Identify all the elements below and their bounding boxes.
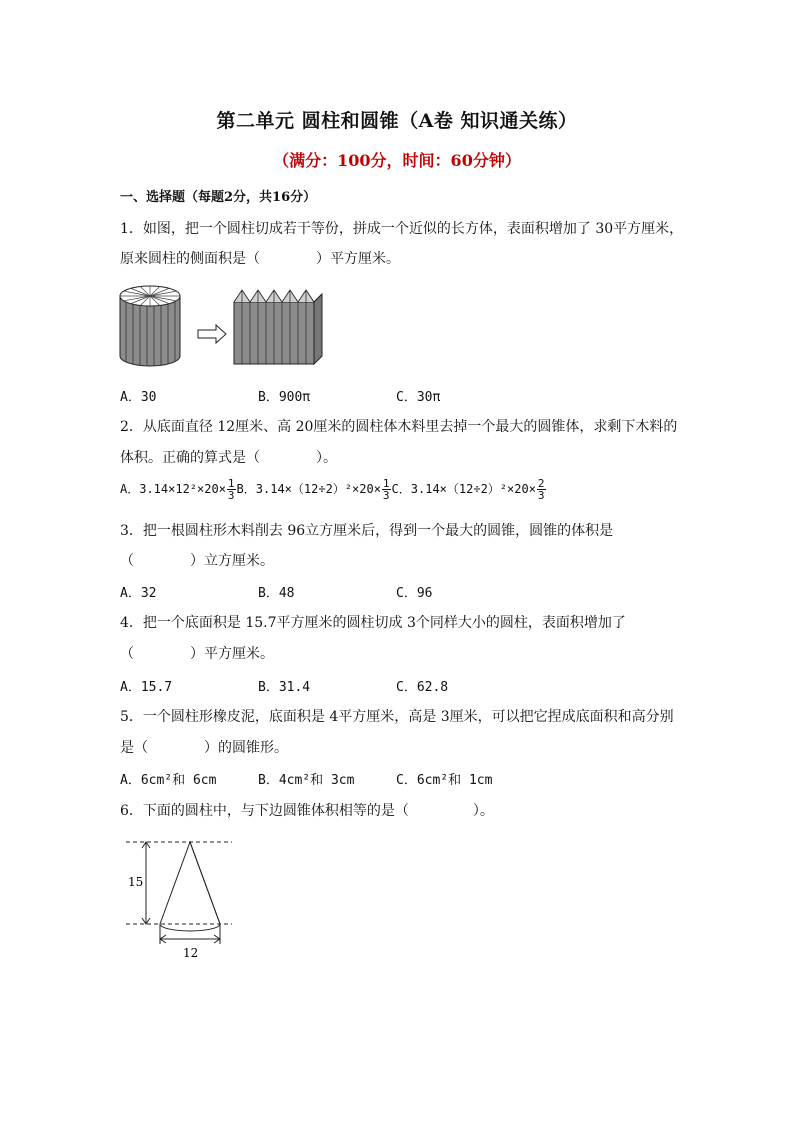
q5-text-line2-start: 是（ — [120, 740, 148, 756]
q2-text-line1: 2．从底面直径 12厘米、高 20厘米的圆柱体木料里去掉一个最大的圆锥体，求剩下木料的 — [120, 419, 678, 435]
fraction-denominator: 3 — [227, 489, 235, 502]
q3-option-c[interactable]: C．96 — [396, 586, 433, 601]
q3-option-a[interactable]: A．32 — [120, 586, 157, 601]
q2-text-line2 — [120, 447, 337, 467]
q1-text-line2-end: ）平方厘米。 — [316, 251, 400, 267]
q3-options — [120, 582, 432, 601]
q1-cylinder-to-cuboid-figure — [118, 272, 328, 372]
q4-text-line2 — [120, 643, 274, 663]
fraction-numerator: 1 — [227, 477, 235, 490]
q2-text-line2-start: 体积。正确的算式是（ — [120, 450, 260, 466]
q3-text-line2-start: （ — [120, 553, 134, 569]
transform-arrow-icon — [198, 325, 226, 343]
q2-options — [120, 478, 547, 501]
q1-option-c[interactable]: C．30π — [396, 390, 441, 405]
q1-option-a[interactable]: A．30 — [120, 390, 157, 405]
q5-option-a[interactable]: A．6cm²和 6cm — [120, 773, 217, 788]
q3-text-line2 — [120, 550, 274, 570]
q2-option-a-text: A．3.14×12²×20× — [120, 482, 226, 496]
q4-option-c[interactable]: C．62.8 — [396, 680, 449, 695]
cone-right-edge — [190, 842, 220, 924]
q3-text-line1: 3．把一根圆柱形木料削去 96立方厘米后，得到一个最大的圆锥，圆锥的体积是 — [120, 523, 614, 539]
q6-text-line1-start: 6．下面的圆柱中，与下边圆锥体积相等的是（ — [120, 803, 409, 819]
q5-text-line2 — [120, 737, 288, 757]
q1-text-line1: 1．如图，把一个圆柱切成若干等份，拼成一个近似的长方体，表面积增加了 30平方厘米， — [120, 221, 684, 237]
q2-option-b-text: B．3.14×（12÷2）²×20× — [236, 482, 381, 496]
q4-text-line2-start: （ — [120, 646, 134, 662]
q6-text-line1-end: ）。 — [472, 803, 494, 819]
q4-options — [120, 676, 448, 695]
q5-text-line1: 5．一个圆柱形橡皮泥，底面积是 4平方厘米，高是 3厘米，可以把它捏成底面积和高分别 — [120, 709, 674, 725]
q5-options — [120, 769, 492, 788]
q6-cone-figure — [120, 834, 240, 964]
q6-text-line1 — [120, 800, 494, 820]
fraction-numerator: 1 — [382, 477, 390, 490]
q3-text-line2-end: ）立方厘米。 — [190, 553, 274, 569]
q5-option-c[interactable]: C．6cm²和 1cm — [396, 773, 493, 788]
q4-option-a[interactable]: A．15.7 — [120, 680, 173, 695]
fraction-denominator: 3 — [537, 489, 545, 502]
cone-height-label: 15 — [128, 875, 144, 889]
q5-option-b[interactable]: B．4cm²和 3cm — [258, 773, 355, 788]
fraction-numerator: 2 — [537, 477, 545, 490]
q3-option-b[interactable]: B．48 — [258, 586, 295, 601]
cone-diameter-label: 12 — [183, 946, 199, 960]
q2-option-c[interactable] — [391, 477, 547, 502]
q1-option-b[interactable]: B．900π — [258, 390, 311, 405]
page-subtitle: （满分：100分，时间：60分钟） — [273, 151, 521, 170]
q5-text-line2-end: ）的圆锥形。 — [204, 740, 288, 756]
q4-option-b[interactable]: B．31.4 — [258, 680, 311, 695]
q2-text-line2-end: ）。 — [316, 450, 337, 466]
q1-text-line2 — [120, 248, 400, 268]
cone-outline — [160, 842, 220, 931]
q2-option-c-text: C．3.14×（12÷2）²×20× — [391, 482, 536, 496]
cylinder-drawing — [120, 286, 180, 366]
q1-text-line2-start: 原来圆柱的侧面积是（ — [120, 251, 260, 267]
q4-text-line1: 4．把一个底面积是 15.7平方厘米的圆柱切成 3个同样大小的圆柱，表面积增加了 — [120, 615, 626, 631]
q2-option-b-fraction — [382, 478, 391, 501]
page-title: 第二单元 圆柱和圆锥（A卷 知识通关练） — [216, 110, 578, 132]
section-heading: 一、选择题（每题2分，共16分） — [120, 190, 317, 205]
q2-option-a[interactable] — [120, 477, 237, 502]
fraction-denominator: 3 — [382, 489, 390, 502]
q2-option-b[interactable] — [236, 477, 392, 502]
q2-option-c-fraction — [537, 478, 546, 501]
cuboid-drawing — [234, 290, 322, 364]
q2-option-a-fraction — [227, 478, 236, 501]
q4-text-line2-end: ）平方厘米。 — [190, 646, 274, 662]
q1-options — [120, 386, 440, 405]
